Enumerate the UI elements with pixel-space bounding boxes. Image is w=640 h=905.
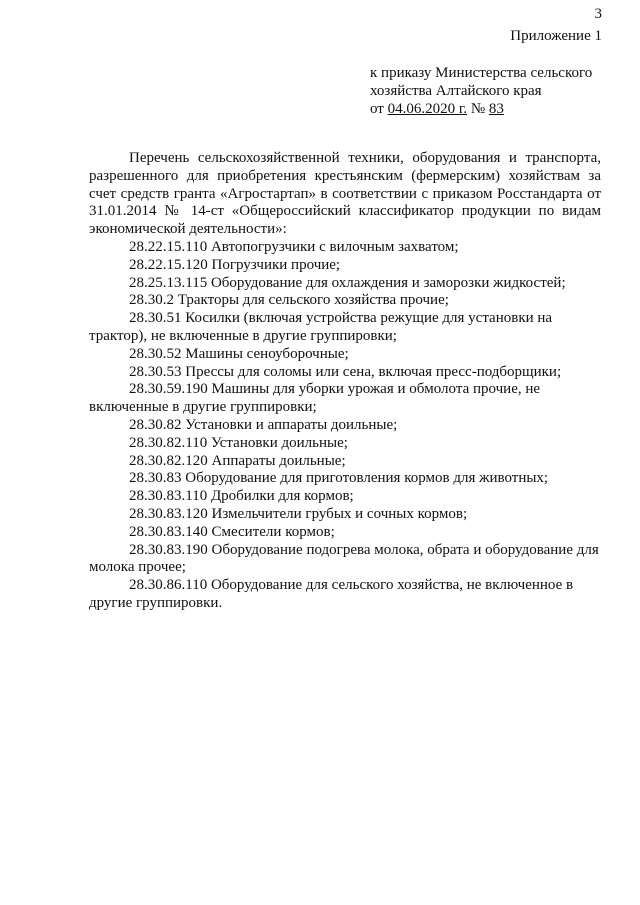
list-item: 28.30.83.140 Смесители кормов; <box>129 523 335 540</box>
order-number-label: № <box>470 101 486 117</box>
equipment-list <box>89 239 601 613</box>
list-item: 28.30.83.120 Измельчители грубых и сочных кормов; <box>129 505 468 522</box>
list-item: 28.30.82.110 Установки доильные; <box>129 434 348 451</box>
list-item: 28.22.15.120 Погрузчики прочие; <box>129 256 341 273</box>
order-line-1: к приказу Министерства сельского <box>370 65 593 81</box>
list-item: 28.30.83 Оборудование для приготовления кормов для животных; <box>129 470 549 487</box>
list-item: 28.30.51 Косилки (включая устройства режущие для установки на трактор), не включенные в другие группировки; <box>89 310 553 344</box>
order-line-3 <box>370 100 610 118</box>
list-item: 28.30.83.190 Оборудование подогрева молока, обрата и оборудование для молока прочее; <box>89 541 599 576</box>
intro-paragraph: Перечень сельскохозяйственной техники, оборудования и транспорта, разрешенного для приобретения крестьянским (фермерским) хозяйствам за счет средств гранта «Агростартап» в соответствии с приказом Росстандарта от 31.01.2014 № 14-ст «Общероссийский классификатор продукции по видам экономической деятельности»: <box>89 150 601 238</box>
order-from-label: от <box>370 101 384 117</box>
order-line-2: хозяйства Алтайского края <box>370 83 542 99</box>
list-item: 28.30.52 Машины сеноуборочные; <box>129 345 349 362</box>
list-item: 28.30.2 Тракторы для сельского хозяйства прочие; <box>129 292 449 309</box>
document-body <box>89 150 601 613</box>
list-item: 28.30.59.190 Машины для уборки урожая и обмолота прочие, не включенные в другие группировки; <box>89 381 541 416</box>
order-reference <box>370 64 610 118</box>
list-item: 28.30.82.120 Аппараты доильные; <box>129 452 346 469</box>
order-number: 83 <box>488 101 504 117</box>
list-item: 28.22.15.110 Автопогрузчики с вилочным захватом; <box>129 238 459 255</box>
list-item: 28.30.82 Установки и аппараты доильные; <box>129 416 398 433</box>
page-number: 3 <box>594 6 602 22</box>
list-item: 28.30.86.110 Оборудование для сельского хозяйства, не включенное в другие группировки. <box>89 577 574 611</box>
list-item: 28.30.53 Прессы для соломы или сена, включая пресс-подборщики; <box>129 363 562 380</box>
list-item: 28.25.13.115 Оборудование для охлаждения и заморозки жидкостей; <box>129 274 566 291</box>
list-item: 28.30.83.110 Дробилки для кормов; <box>129 488 354 505</box>
appendix-title: Приложение 1 <box>510 28 602 44</box>
order-date: 04.06.2020 г. <box>387 101 468 117</box>
